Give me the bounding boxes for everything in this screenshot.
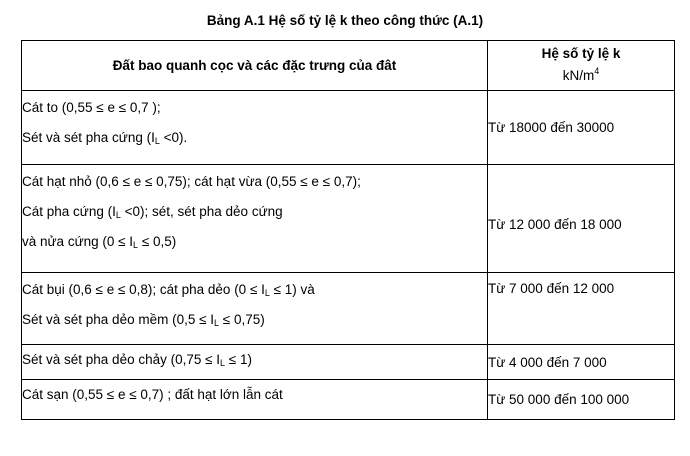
table-row: [22, 91, 675, 165]
coefficient-value-cell: Từ 18000 đến 30000: [488, 91, 675, 165]
description-line: Cát sạn (0,55 ≤ e ≤ 0,7) ; đất hạt lớn lẫn cát: [22, 387, 283, 402]
soil-description-cell: [22, 91, 488, 165]
header-coefficient: [488, 41, 675, 91]
coefficient-table: [21, 40, 675, 420]
soil-description-cell: [22, 345, 488, 380]
coefficient-value-cell: Từ 7 000 đến 12 000: [488, 273, 675, 345]
coefficient-value-cell: Từ 50 000 đến 100 000: [488, 380, 675, 420]
unit-base: kN/m: [562, 68, 595, 83]
table-row: [22, 165, 675, 273]
coefficient-value-cell: Từ 12 000 đến 18 000: [488, 165, 675, 273]
table-caption: Bảng A.1 Hệ số tỷ lệ k theo công thức (A.1): [206, 13, 484, 28]
description-line: và nửa cứng $(0 \le I_L \le 0,5)$: [22, 234, 177, 250]
description-line: Cát bụi (0,6 ≤ e ≤ 0,8); cát pha dẻo $(0 \le I_L \le 1)$ và: [22, 282, 315, 298]
description-line: Sét và sét pha dẻo mềm $(0,5 \le I_L \le 0,75)$: [22, 312, 265, 328]
table-row: [22, 273, 675, 345]
description-line: Cát hạt nhỏ (0,6 ≤ e ≤ 0,75); cát hạt vừa (0,55 ≤ e ≤ 0,7);: [22, 174, 361, 189]
description-line: Cát pha cứng $(I_L <0)$; sét, sét pha dẻo cứng: [22, 204, 283, 220]
description-line: Sét và sét pha cứng $(I_L <0)$.: [22, 130, 188, 146]
table-header-row: [22, 41, 675, 91]
soil-description-cell: [22, 273, 488, 345]
table-row: [22, 380, 675, 420]
description-line: Cát to (0,55 ≤ e ≤ 0,7 );: [22, 100, 161, 115]
header-coefficient-title: Hệ số tỷ lệ k: [541, 46, 621, 61]
coefficient-value-cell: Từ 4 000 đến 7 000: [488, 345, 675, 380]
description-line: Sét và sét pha dẻo chảy $(0,75 \le I_L \le 1)$: [22, 352, 252, 368]
header-soil-description: Đất bao quanh cọc và các đặc trưng của đât: [22, 41, 488, 91]
table-row: [22, 345, 675, 380]
unit-exponent: 4: [594, 66, 600, 76]
soil-description-cell: [22, 165, 488, 273]
header-coefficient-unit: [488, 68, 674, 84]
soil-description-cell: [22, 380, 488, 420]
